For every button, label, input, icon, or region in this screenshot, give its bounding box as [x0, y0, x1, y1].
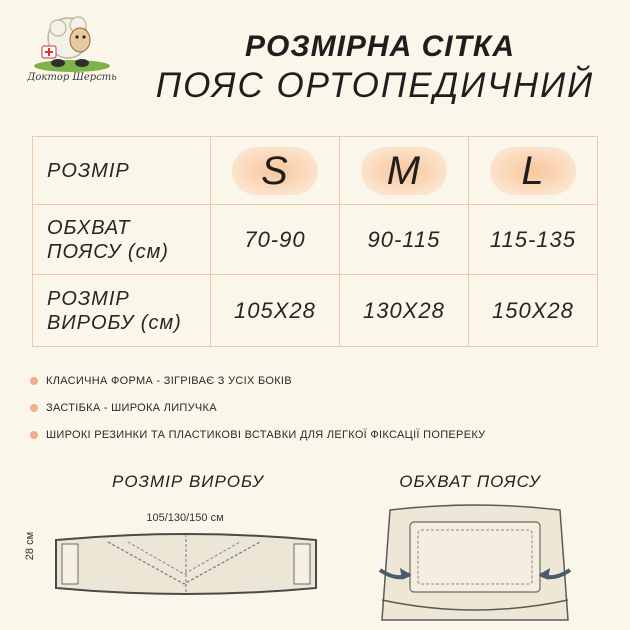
size-row: [33, 137, 598, 205]
size-s-badge: S: [232, 147, 318, 195]
waist-label-line1: ОБХВАТ: [47, 216, 131, 239]
waist-label-line2: ПОЯСУ (см): [47, 240, 169, 263]
waist-l-value: 115-135: [468, 205, 597, 275]
size-l-cell: [468, 137, 597, 205]
feature-text: ШИРОКІ РЕЗИНКИ ТА ПЛАСТИКОВІ ВСТАВКИ ДЛЯ ЛЕГКОЇ ФІКСАЦІЇ ПОПЕРЕКУ: [46, 429, 486, 441]
waist-m-value: 90-115: [339, 205, 468, 275]
waist-caption: ОБХВАТ ПОЯСУ: [399, 472, 541, 491]
feature-text: ЗАСТІБКА - ШИРОКА ЛИПУЧКА: [46, 402, 217, 414]
logo-text: Доктор Шерсть: [27, 72, 117, 83]
feature-item: [30, 395, 610, 421]
product-l-value: 150Х28: [468, 275, 597, 347]
length-dimension-label: 105/130/150 см: [146, 512, 224, 524]
size-m-cell: [339, 137, 468, 205]
feature-text: КЛАСИЧНА ФОРМА - ЗІГРІВАЄ З УСІХ БОКІВ: [46, 375, 292, 387]
size-l-badge: L: [490, 147, 576, 195]
feature-list: [30, 368, 610, 449]
page-title: РОЗМІРНА СІТКА: [244, 30, 516, 63]
waist-s-value: 70-90: [211, 205, 340, 275]
sheep-doctor-logo-icon: [22, 8, 122, 74]
height-dimension-label: 28 см: [24, 531, 36, 561]
page-subtitle: ПОЯС ОРТОПЕДИЧНИЙ: [155, 66, 595, 105]
product-label-line2: ВИРОБУ (см): [47, 311, 182, 334]
size-row-label: РОЗМІР: [33, 137, 211, 205]
waist-row-label: [33, 205, 211, 275]
size-m-badge: M: [361, 147, 447, 195]
belt-on-waist-icon: [370, 500, 580, 625]
feature-item: [30, 422, 610, 448]
product-size-caption: РОЗМІР ВИРОБУ: [112, 472, 264, 491]
product-m-value: 130Х28: [339, 275, 468, 347]
feature-item: [30, 368, 610, 394]
waist-row: [33, 205, 598, 275]
product-label-line1: РОЗМІР: [47, 287, 130, 310]
product-row-label: [33, 275, 211, 347]
logo: [22, 8, 122, 92]
size-table: [32, 136, 598, 347]
bullet-icon: [30, 404, 38, 412]
flat-belt-icon: [48, 526, 324, 602]
bullet-icon: [30, 377, 38, 385]
bullet-icon: [30, 431, 38, 439]
product-row: [33, 275, 598, 347]
product-s-value: 105Х28: [211, 275, 340, 347]
size-s-cell: [211, 137, 340, 205]
